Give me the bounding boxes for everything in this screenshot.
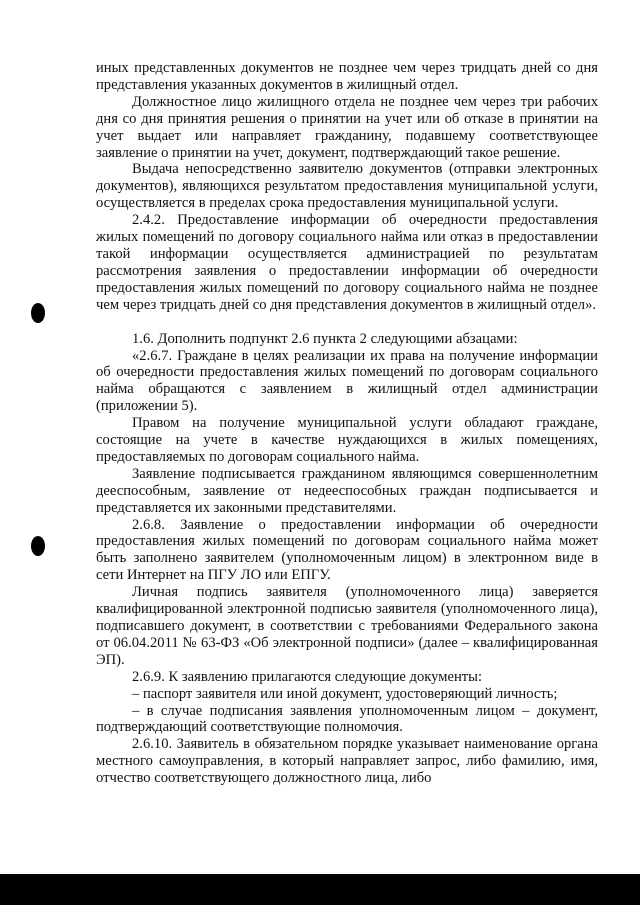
paragraph-spacer (96, 314, 598, 331)
paragraph: 2.6.8. Заявление о предоставлении информации об очередности предоставления жилых помещений по договорам социального найма может быть заполнено заявителем (уполномоченным лицом) в электронном виде в сети Интернет на ПГУ ЛО или ЕПГУ. (96, 516, 598, 584)
paragraph: 2.6.10. Заявитель в обязательном порядке указывает наименование органа местного самоуправления, в который направляет запрос, либо фамилию, имя, отчество соответствующего должностного лица, либо (96, 736, 598, 787)
paragraph: – в случае подписания заявления уполномоченным лицом – документ, подтверждающий соответствующие полномочия. (96, 702, 598, 736)
paragraph: Личная подпись заявителя (уполномоченного лица) заверяется квалифицированной электронной подписью заявителя (уполномоченного лица), подписавшего документ, в соответствии с требованиями Федерального закона от 06.04.2011 № 63-ФЗ «Об электронной подписи» (далее – квалифицированная ЭП). (96, 584, 598, 668)
punch-hole-mark (31, 303, 45, 323)
paragraph: Выдача непосредственно заявителю документов (отправки электронных документов), являющихся результатом предоставления муниципальной услуги, осуществляется в пределах срока предоставления муниципальной услуги. (96, 161, 598, 212)
paragraph: – паспорт заявителя или иной документ, удостоверяющий личность; (132, 685, 558, 702)
paragraph: иных представленных документов не позднее чем через тридцать дней со дня представления указанных документов в жилищный отдел. (96, 60, 598, 93)
paragraph: 1.6. Дополнить подпункт 2.6 пункта 2 следующими абзацами: (132, 330, 518, 347)
paragraph: Должностное лицо жилищного отдела не позднее чем через три рабочих дня со дня принятия решения о принятии на учет или об отказе в принятии на учет выдает или направляет гражданину, подавшему соответствующее заявление о принятии на учет, документ, подтверждающий такое решение. (96, 93, 598, 161)
paragraph: 2.6.9. К заявлению прилагаются следующие документы: (132, 668, 483, 685)
document-body (96, 60, 598, 787)
scan-edge-bar (0, 874, 640, 905)
paragraph: Заявление подписывается гражданином являющимся совершеннолетним дееспособным, заявление от недееспособных граждан подписывается и представляется их законными представителями. (96, 465, 598, 516)
paragraph: 2.4.2. Предоставление информации об очередности предоставления жилых помещений по договору социального найма или отказ в предоставлении такой информации осуществляется администрацией по результатам рассмотрения заявления о предоставлении информации об очередности предоставления жилых помещений по договору социального найма не позднее чем через тридцать дней со дня представления документов в жилищный отдел». (96, 212, 598, 313)
paragraph: Правом на получение муниципальной услуги обладают граждане, состоящие на учете в качестве нуждающихся в жилых помещениях, предоставляемых по договорам социального найма. (96, 415, 598, 465)
paragraph: «2.6.7. Граждане в целях реализации их права на получение информации об очередности предоставления жилых помещений по договорам социального найма обращаются с заявлением в жилищный отдел администрации (приложении 5). (96, 347, 598, 415)
punch-hole-mark (31, 536, 45, 556)
